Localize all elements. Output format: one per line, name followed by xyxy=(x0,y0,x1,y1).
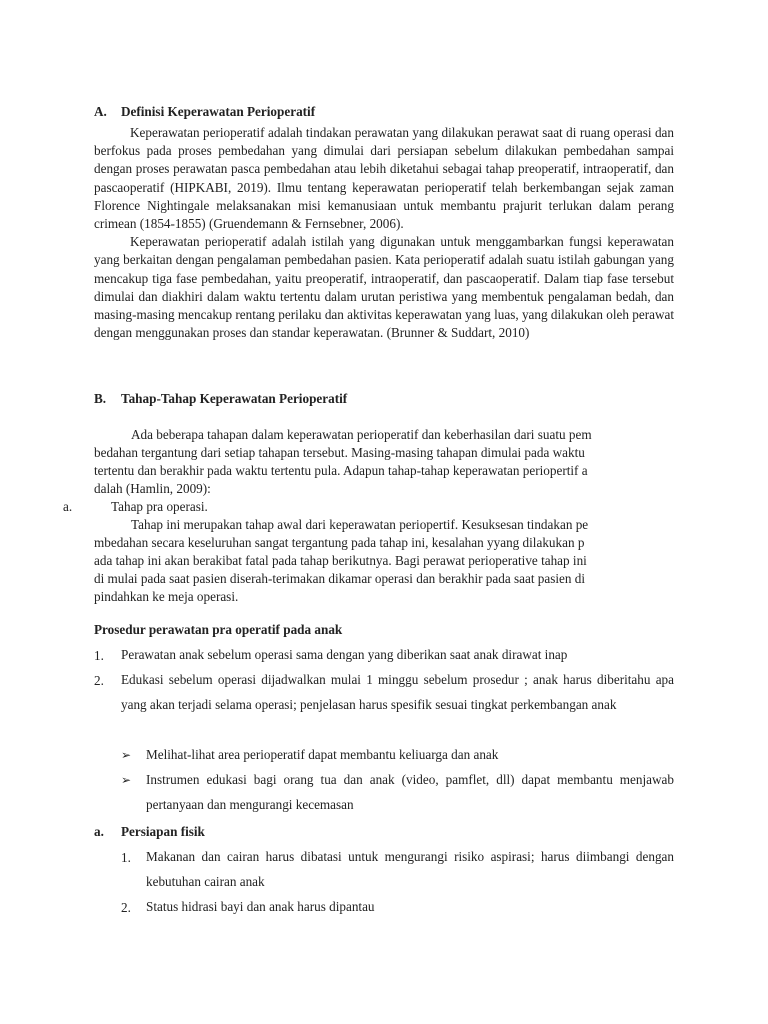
persiapan-item-number: 2. xyxy=(121,900,131,915)
prosedur-item-number: 2. xyxy=(94,673,104,688)
sub-a-title: Tahap pra operasi. xyxy=(111,499,208,514)
persiapan-label: a. xyxy=(94,824,104,839)
persiapan-item-text: Status hidrasi bayi dan anak harus dipantau xyxy=(146,899,375,914)
section-a-label: A. xyxy=(94,104,107,119)
persiapan-title: Persiapan fisik xyxy=(121,824,205,839)
section-b-line: dalah (Hamlin, 2009): xyxy=(94,481,211,496)
section-a-title: Definisi Keperawatan Perioperatif xyxy=(121,104,316,119)
arrow-bullet-icon: ➢ xyxy=(121,748,132,762)
sub-a-line: Tahap ini merupakan tahap awal dari keperawatan periopertif. Kesuksesan tindakan pe xyxy=(131,517,589,532)
sub-a-line: di mulai pada saat pasien diserah-terimakan dikamar operasi dan berakhir pada saat pasien di xyxy=(94,571,586,586)
section-b-line: Ada beberapa tahapan dalam keperawatan perioperatif dan keberhasilan dari suatu pem xyxy=(131,427,592,442)
prosedur-item-number: 1. xyxy=(94,648,104,663)
sub-a-line: mbedahan secara keseluruhan sangat tergantung pada tahap ini, kesalahan yyang dilakukan p xyxy=(94,535,585,550)
prosedur-bullet-text: Instrumen edukasi bagi orang tua dan anak (video, pamflet, dll) dapat membantu menjawab pertanyaan dan mengurangi kecemasan xyxy=(146,772,674,812)
prosedur-item-text: Perawatan anak sebelum operasi sama dengan yang diberikan saat anak dirawat inap xyxy=(121,647,568,662)
persiapan-item-text: Makanan dan cairan harus dibatasi untuk mengurangi risiko aspirasi; harus diimbangi dengan kebutuhan cairan anak xyxy=(146,849,674,889)
section-b-line: bedahan tergantung dari setiap tahapan tersebut. Masing-masing tahapan dimulai pada waktu xyxy=(94,445,585,460)
section-b-line: tertentu dan berakhir pada waktu tertentu pula. Adapun tahap-tahap keperawatan periopertif a xyxy=(94,463,588,478)
sub-a-line: ada tahap ini akan berakibat fatal pada tahap berikutnya. Bagi perawat perioperative tahap ini xyxy=(94,553,587,568)
persiapan-item-number: 1. xyxy=(121,850,131,865)
section-b-label: B. xyxy=(94,391,107,406)
sub-a-line: pindahkan ke meja operasi. xyxy=(94,589,239,604)
section-b-title: Tahap-Tahap Keperawatan Perioperatif xyxy=(121,391,348,406)
prosedur-bullet-text: Melihat-lihat area perioperatif dapat membantu keliuarga dan anak xyxy=(146,747,499,762)
arrow-bullet-icon: ➢ xyxy=(121,773,132,787)
section-a-paragraph-2: Keperawatan perioperatif adalah istilah yang digunakan untuk menggambarkan fungsi keperawatan yang berkaitan dengan pengalaman pembedahan pasien. Kata perioperatif adalah suatu istilah gabungan yang mencakup tiga fase pembedahan, yaitu preoperatif, intraoperatif, dan pascaoperatif. Dalam tiap fase tersebut dimulai dan diakhiri dalam waktu tertentu dalam urutan peristiwa yang membentuk pengalaman bedah, dan masing-masing mencakup rentang perilaku dan aktivitas keperawatan yang luas, yang dilakukan oleh perawat dengan menggunakan proses dan standar keperawatan. (Brunner & Suddart, 2010) xyxy=(94,234,674,341)
section-a-paragraph-1: Keperawatan perioperatif adalah tindakan perawatan yang dilakukan perawat saat di ruang operasi dan berfokus pada proses pembedahan yang dimulai dari persiapan sebelum dilakukan pembedahan sampai dengan proses perawatan pasca pembedahan atau lebih diketahui sebagai tahap preoperatif, intraoperatif, dan pascaoperatif (HIPKABI, 2019). Ilmu tentang keperawatan perioperatif telah berkembangan sejak zaman Florence Nightingale melaksanakan misi kemanusiaan untuk membantu prajurit terlukan dalam perang crimean (1854-1855) (Gruendemann & Fernsebner, 2006). xyxy=(94,125,674,232)
prosedur-item-text: Edukasi sebelum operasi dijadwalkan mulai 1 minggu sebelum prosedur ; anak harus diberitahu apa yang akan terjadi selama operasi; penjelasan harus spesifik sesuai tingkat perkembangan anak xyxy=(121,672,674,712)
sub-a-label: a. xyxy=(63,499,73,514)
section-a-body xyxy=(94,124,674,342)
prosedur-title: Prosedur perawatan pra operatif pada anak xyxy=(94,622,343,637)
